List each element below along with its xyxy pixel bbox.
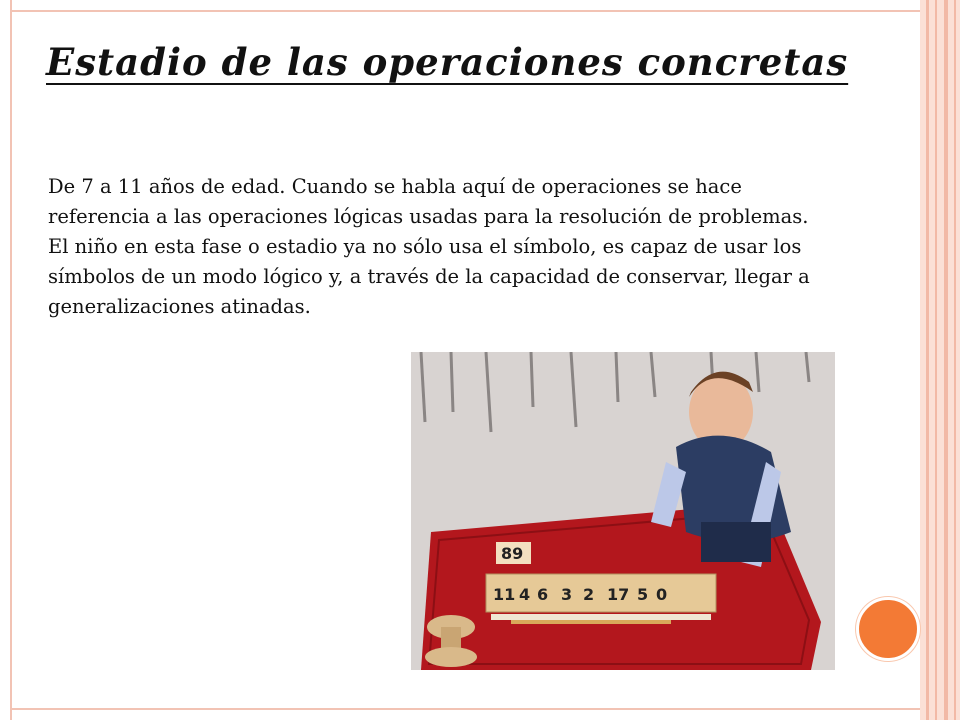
svg-text:89: 89	[501, 544, 524, 563]
svg-text:0: 0	[656, 585, 668, 604]
svg-text:3: 3	[561, 585, 573, 604]
frame-top-border	[10, 0, 922, 12]
svg-text:5: 5	[637, 585, 649, 604]
svg-text:2: 2	[583, 585, 595, 604]
frame-bottom-border	[10, 708, 922, 720]
svg-text:17: 17	[607, 585, 630, 604]
slide-title: Estadio de las operaciones concretas	[46, 40, 849, 84]
svg-text:4: 4	[519, 585, 531, 604]
photo-illustration	[411, 352, 835, 670]
slide-body-text: De 7 a 11 años de edad. Cuando se habla aquí de operaciones se hace referencia a las operaciones lógicas usadas para la resolución de problemas. El niño en esta fase o estadio ya no sólo usa el símbolo, es capaz de usar los símbolos de un modo lógico y, a través de la capacidad de conservar, llegar a generalizaciones atinadas.	[48, 175, 810, 318]
frame-right-band	[920, 0, 960, 720]
photo-child-with-number-cards	[411, 352, 835, 670]
decorative-circle	[856, 597, 920, 661]
svg-text:6: 6	[537, 585, 549, 604]
frame-left-border	[0, 0, 12, 720]
svg-text:11: 11	[493, 585, 516, 604]
